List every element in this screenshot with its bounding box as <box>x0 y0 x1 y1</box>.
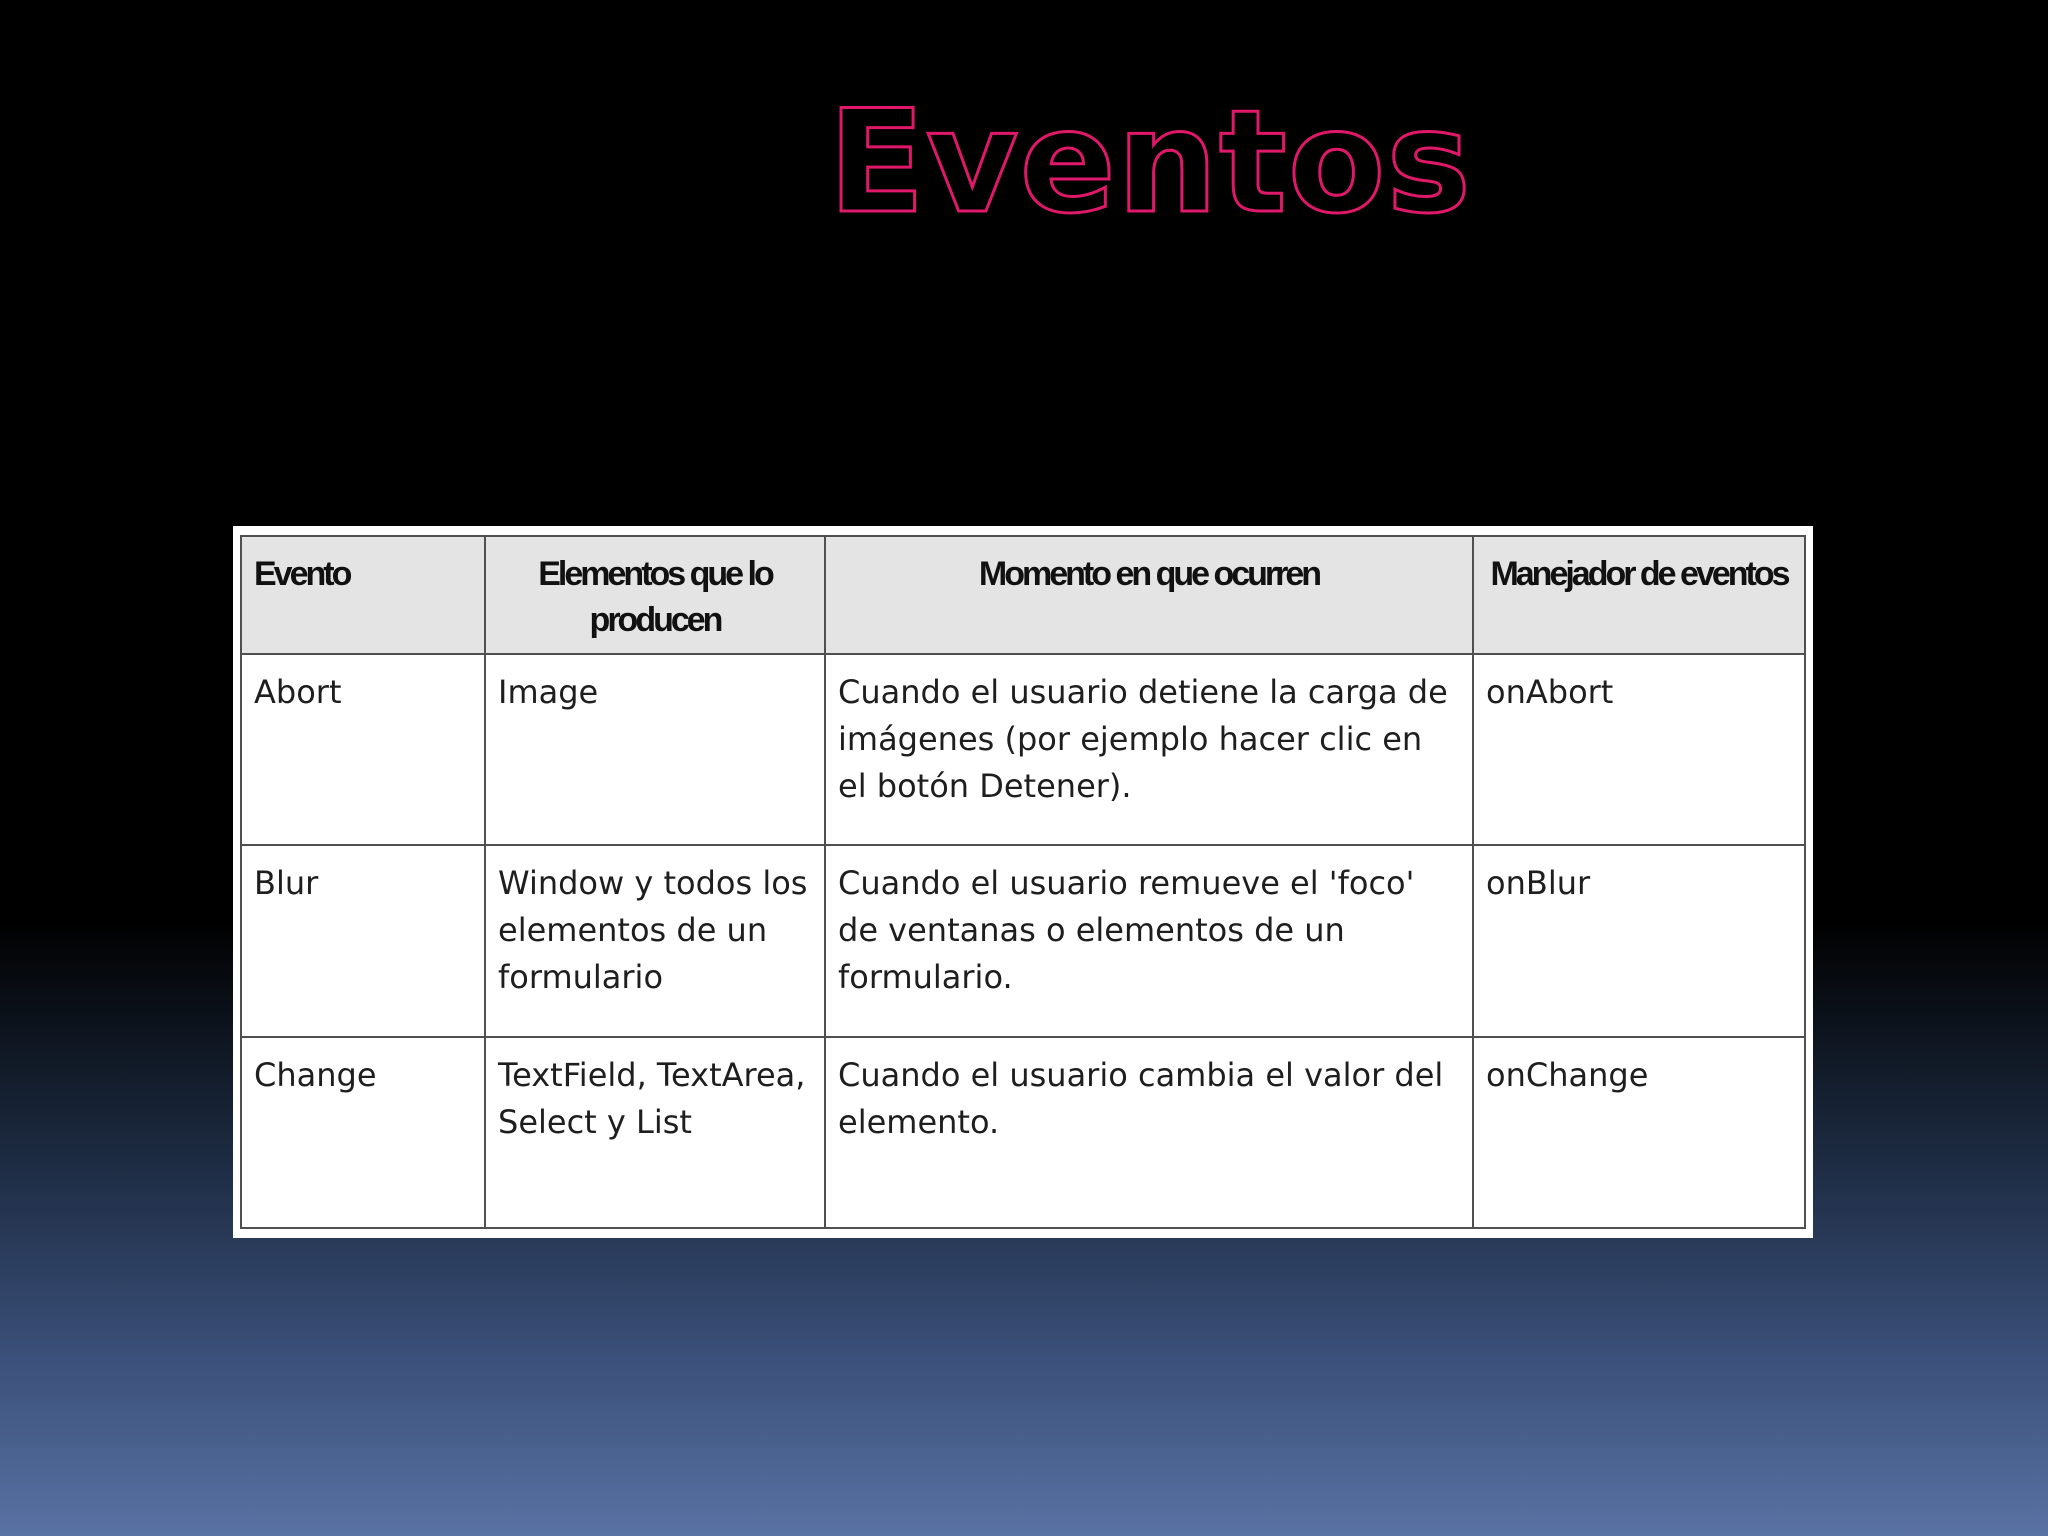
cell-manejador: onChange <box>1473 1037 1805 1228</box>
cell-manejador: onAbort <box>1473 654 1805 845</box>
events-table <box>240 535 1806 1229</box>
cell-elementos: TextField, TextArea, Select y List <box>485 1037 825 1228</box>
cell-momento: Cuando el usuario remueve el 'foco' de ventanas o elementos de un formulario. <box>825 845 1473 1036</box>
table-row <box>241 654 1805 845</box>
cell-evento: Abort <box>241 654 485 845</box>
table-row <box>241 845 1805 1036</box>
header-evento: Evento <box>241 536 485 654</box>
slide-title: Eventos <box>828 80 1472 245</box>
events-table-frame <box>233 526 1813 1238</box>
cell-evento: Blur <box>241 845 485 1036</box>
cell-evento: Change <box>241 1037 485 1228</box>
cell-elementos: Image <box>485 654 825 845</box>
table-row <box>241 1037 1805 1228</box>
cell-momento: Cuando el usuario detiene la carga de imágenes (por ejemplo hacer clic en el botón Detener). <box>825 654 1473 845</box>
header-elementos: Elementos que lo producen <box>485 536 825 654</box>
cell-elementos: Window y todos los elementos de un formulario <box>485 845 825 1036</box>
header-momento: Momento en que ocurren <box>825 536 1473 654</box>
table-header-row <box>241 536 1805 654</box>
cell-momento: Cuando el usuario cambia el valor del elemento. <box>825 1037 1473 1228</box>
cell-manejador: onBlur <box>1473 845 1805 1036</box>
header-manejador: Manejador de eventos <box>1473 536 1805 654</box>
